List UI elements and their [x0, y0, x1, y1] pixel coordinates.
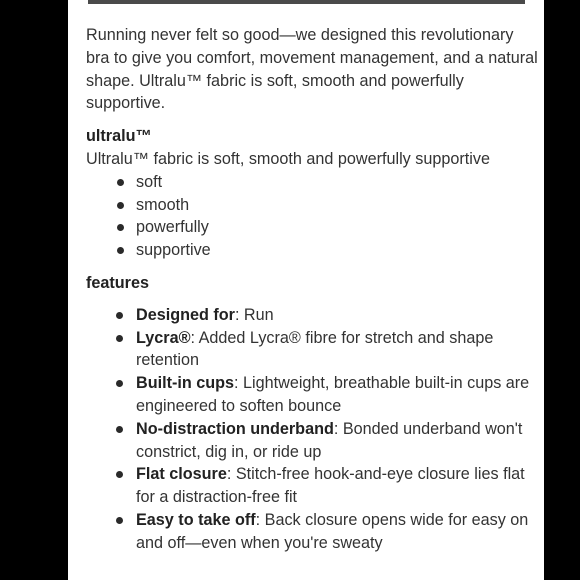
ultralu-properties-list [86, 171, 538, 262]
feature-item-lycra [86, 327, 538, 373]
feature-item-built-in-cups [86, 372, 538, 418]
feature-item-underband [86, 418, 538, 464]
feature-item-flat-closure [86, 463, 538, 509]
feature-item-easy-to-take-off [86, 509, 538, 555]
feature-text: : Back closure opens wide for easy on and off—even when you're sweaty [136, 510, 529, 552]
list-item: powerfully [86, 216, 538, 239]
top-divider-bar [88, 0, 525, 4]
feature-label: Flat closure [136, 465, 227, 484]
ultralu-heading: ultralu™ [86, 127, 152, 146]
intro-paragraph: Running never felt so good—we designed this revolutionary bra to give you comfort, movement management, and a natural shape. Ultralu™ fabric is soft, smooth and powerfully supportive. [86, 26, 538, 113]
feature-text: : Run [234, 305, 274, 324]
list-item: supportive [86, 239, 538, 262]
feature-label: Designed for [136, 305, 235, 324]
features-list [86, 304, 538, 555]
ultralu-description: Ultralu™ fabric is soft, smooth and powerfully supportive [86, 149, 490, 168]
feature-label: Lycra® [136, 328, 191, 347]
features-heading: features [86, 273, 149, 292]
list-item: soft [86, 171, 538, 194]
feature-label: No-distraction underband [136, 419, 334, 438]
product-description-card [68, 0, 544, 580]
list-item: smooth [86, 194, 538, 217]
feature-text: : Added Lycra® fibre for stretch and shape retention [136, 328, 494, 370]
feature-item-designed-for [86, 304, 538, 327]
product-description [86, 24, 538, 555]
feature-text: : Lightweight, breathable built-in cups are engineered to soften bounce [136, 374, 530, 415]
feature-text: : Stitch-free hook-and-eye closure lies flat for a distraction-free fit [136, 465, 525, 507]
feature-text: : Bonded underband won't constrict, dig in, or ride up [136, 419, 523, 461]
feature-label: Built-in cups [136, 374, 235, 393]
feature-label: Easy to take off [136, 510, 256, 529]
